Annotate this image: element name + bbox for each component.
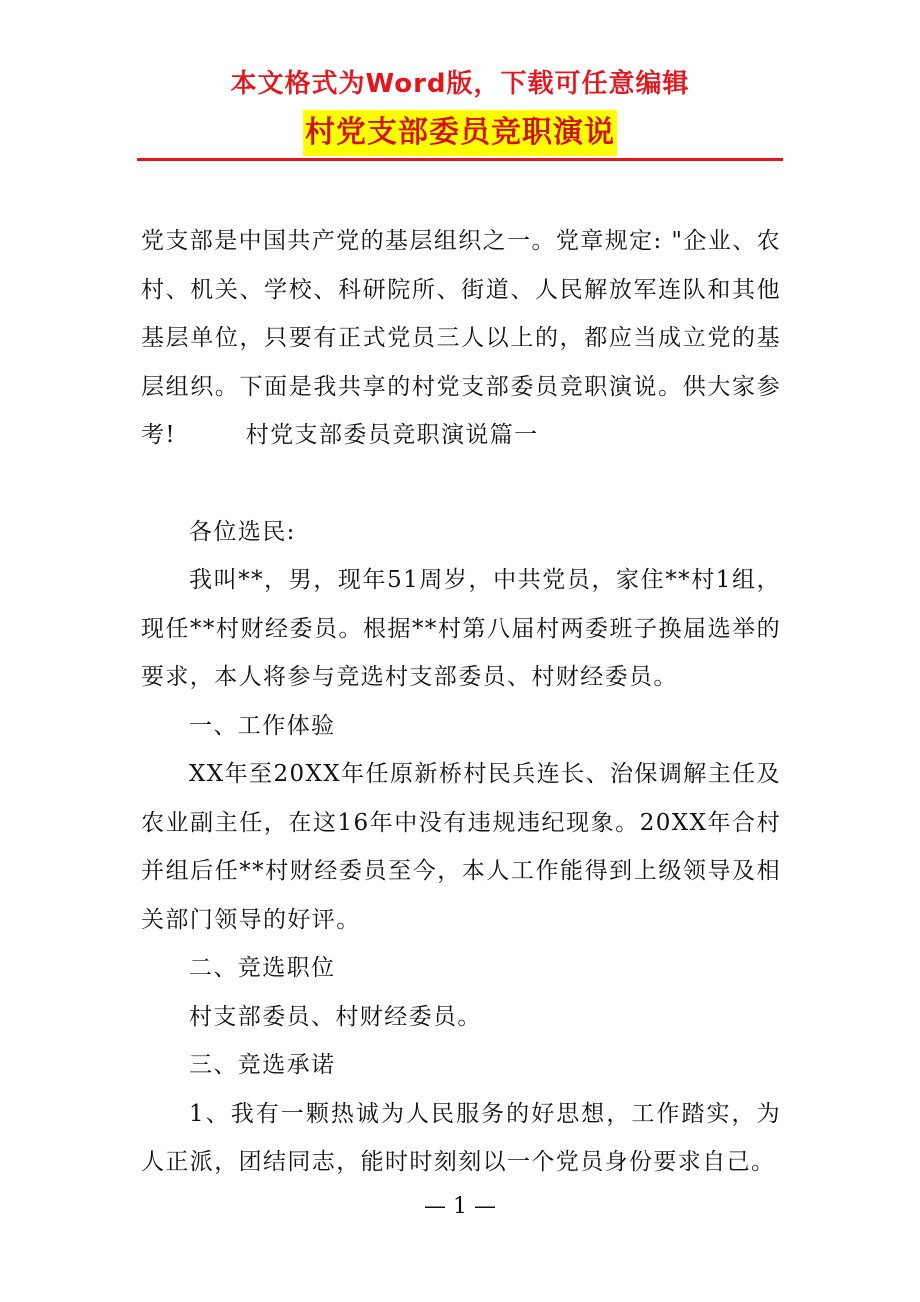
greeting: 各位选民: — [189, 518, 296, 545]
document-title: 村党支部委员竞职演说 — [303, 110, 617, 156]
paragraph-position: 村支部委员、村财经委员。 — [189, 1003, 482, 1030]
title-container — [0, 110, 920, 156]
paragraph-self-introduction: 我叫**，男，现年51周岁，中共党员，家住**村1组，现任**村财经委员。根据**村第八届村两委班子换届选举的要求，本人将参与竞选村支部委员、村财经委员。 — [141, 567, 781, 690]
heading-promises: 三、竞选承诺 — [189, 1052, 336, 1078]
intro-text: 党支部是中国共产党的基层组织之一。党章规定: "企业、农村、机关、学校、科研院所、街道、人民解放军连队和其他基层单位，只要有正式党员三人以上的，都应当成立党的基层组织。下面是我共享的村党支部委员竞职演说。供大家参考! — [141, 228, 781, 448]
format-notice-banner: 本文格式为Word版，下载可任意编辑 — [230, 69, 690, 99]
section-heading-part-one: 村党支部委员竞职演说篇一 — [245, 422, 539, 448]
blank-line — [141, 460, 781, 508]
intro-tail-spacer — [176, 422, 246, 448]
document-body — [141, 217, 781, 1187]
paragraph-work-experience: XX年至20XX年任原新桥村民兵连长、治保调解主任及农业副主任，在这16年中没有违规违纪现象。20XX年合村并组后任**村财经委员至今，本人工作能得到上级领导及相关部门领导的好评。 — [141, 761, 781, 933]
intro-paragraph — [141, 217, 781, 460]
paragraph-promise-one: 1、我有一颗热诚为人民服务的好思想，工作踏实，为人正派，团结同志，能时时刻刻以一个党员身份要求自己。 — [141, 1100, 781, 1175]
title-divider — [137, 158, 783, 161]
page-number: — 1 — — [424, 1194, 496, 1219]
heading-work-experience: 一、工作体验 — [189, 712, 336, 739]
heading-position: 二、竞选职位 — [189, 955, 336, 981]
